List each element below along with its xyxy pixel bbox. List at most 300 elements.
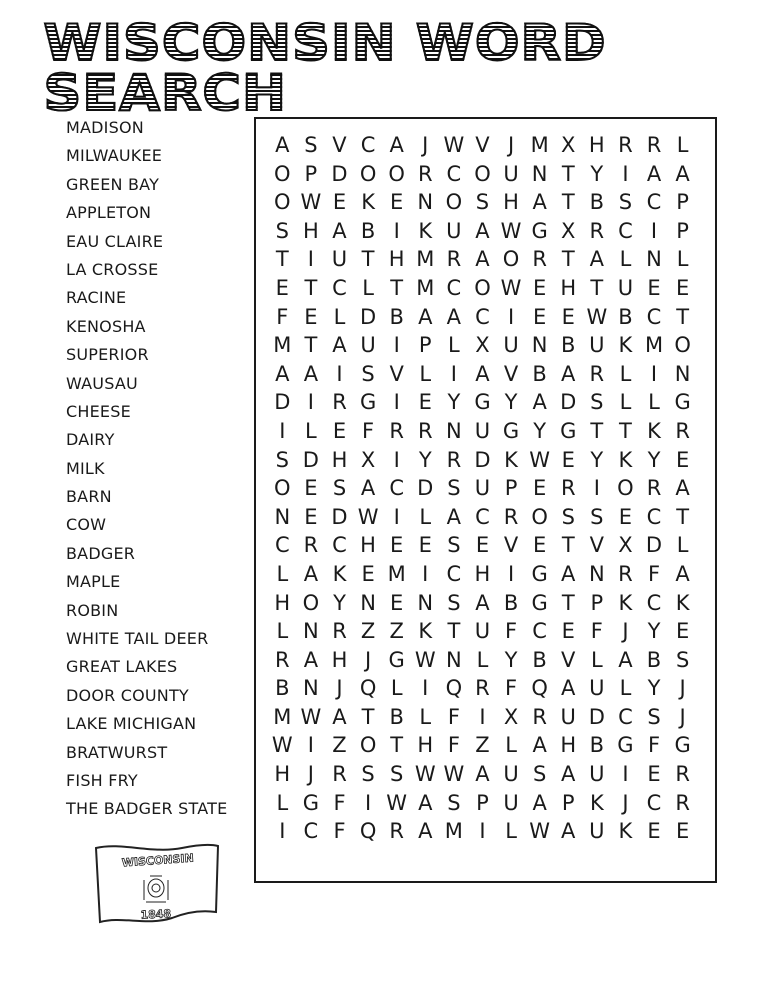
grid-letter: T <box>619 418 632 443</box>
grid-letter: R <box>332 390 347 415</box>
word-list-item: ROBIN <box>66 600 119 620</box>
grid-letter: F <box>333 790 346 815</box>
grid-letter: A <box>418 304 433 329</box>
grid-letter: V <box>561 647 576 672</box>
grid-letter: H <box>503 190 519 215</box>
grid-letter: C <box>360 133 376 157</box>
grid-letter: G <box>674 733 691 758</box>
grid-letter: O <box>302 590 320 615</box>
title-text: WISCONSIN WORD SEARCH <box>44 18 737 118</box>
grid-letter: V <box>589 533 605 558</box>
grid-letter: U <box>503 790 519 815</box>
grid-letter: K <box>589 790 604 815</box>
grid-letter: T <box>561 190 575 215</box>
grid-letter: U <box>503 333 519 358</box>
grid-letter: U <box>560 704 576 729</box>
grid-letter: B <box>389 704 404 729</box>
grid-letter: O <box>359 161 377 186</box>
flag-state-name: WISCONSIN <box>121 851 195 870</box>
grid-letter: E <box>561 619 575 644</box>
grid-letter: Y <box>590 447 604 472</box>
grid-letter: T <box>361 247 375 272</box>
grid-letter: S <box>447 533 461 558</box>
grid-letter: D <box>331 504 348 529</box>
grid-letter: L <box>362 275 374 300</box>
grid-letter: R <box>332 619 347 644</box>
grid-letter: K <box>504 447 518 472</box>
grid-letter: H <box>302 218 319 243</box>
grid-letter: K <box>647 418 661 443</box>
grid-letter: J <box>307 762 314 787</box>
grid-letter: C <box>532 619 547 644</box>
grid-letter: D <box>645 533 663 558</box>
grid-letter: W <box>300 704 322 729</box>
grid-letter: C <box>446 561 462 586</box>
grid-letter: O <box>617 476 634 501</box>
grid-letter: C <box>646 190 662 215</box>
grid-letter: A <box>389 133 404 157</box>
grid-letter: H <box>274 590 291 615</box>
grid-letter: L <box>619 676 632 701</box>
grid-letter: Y <box>647 619 661 644</box>
grid-letter: R <box>446 247 462 272</box>
grid-letter: S <box>590 504 604 529</box>
word-list-item: GREEN BAY <box>66 174 160 194</box>
grid-letter: C <box>446 161 462 186</box>
grid-letter: L <box>419 504 432 529</box>
grid-letter: H <box>331 447 348 472</box>
word-list-item: WHITE TAIL DEER <box>66 629 209 649</box>
grid-letter: E <box>561 304 575 329</box>
grid-letter: I <box>393 333 400 358</box>
grid-letter: E <box>361 561 375 586</box>
grid-letter: R <box>646 476 662 501</box>
grid-letter: M <box>444 819 463 844</box>
word-list-item: LA CROSSE <box>66 259 159 279</box>
grid-letter: S <box>390 762 404 787</box>
word-list-item: MADISON <box>66 118 144 137</box>
grid-letter: G <box>359 390 377 415</box>
grid-letter: K <box>618 590 633 615</box>
grid-letter: N <box>274 504 291 529</box>
grid-letter: N <box>446 647 462 672</box>
grid-letter: O <box>674 333 691 358</box>
grid-letter: M <box>273 333 292 358</box>
grid-letter: U <box>474 476 491 501</box>
grid-letter: T <box>390 733 404 758</box>
word-list-item: CHEESE <box>66 401 131 421</box>
grid-letter: B <box>275 676 290 701</box>
grid-letter: Y <box>418 447 432 472</box>
grid-letter: S <box>361 361 375 386</box>
grid-letter: A <box>303 561 319 586</box>
grid-letter: J <box>364 647 372 672</box>
grid-letter: Q <box>531 676 548 701</box>
grid-letter: U <box>589 819 605 844</box>
grid-letter: N <box>303 676 319 701</box>
grid-letter: M <box>387 561 406 586</box>
word-list-item: COW <box>66 515 107 535</box>
grid-letter: C <box>446 275 462 300</box>
grid-letter: E <box>647 762 661 787</box>
grid-letter: A <box>646 161 662 186</box>
grid-letter: A <box>475 247 490 272</box>
grid-letter: R <box>389 418 404 443</box>
grid-letter: A <box>532 790 547 815</box>
grid-letter: X <box>561 133 576 157</box>
grid-letter: E <box>675 275 690 300</box>
grid-letter: D <box>274 390 291 415</box>
grid-letter: U <box>503 762 519 787</box>
grid-letter: H <box>588 133 605 157</box>
grid-letter: B <box>532 647 547 672</box>
grid-letter: E <box>332 190 347 215</box>
grid-letter: W <box>500 218 522 243</box>
grid-letter: H <box>560 733 577 758</box>
grid-letter: G <box>302 790 320 815</box>
grid-letter: I <box>622 161 629 186</box>
grid-letter: K <box>418 619 433 644</box>
grid-letter: E <box>390 590 404 615</box>
grid-letter: M <box>416 275 435 300</box>
grid-letter: G <box>531 561 548 586</box>
grid-letter: U <box>360 333 376 358</box>
grid-letter: R <box>446 447 462 472</box>
grid-letter: G <box>617 733 634 758</box>
grid-letter: L <box>419 361 432 386</box>
grid-letter: F <box>447 733 460 758</box>
grid-letter: Z <box>475 733 490 758</box>
grid-letter: X <box>360 447 376 472</box>
grid-letter: T <box>390 275 404 300</box>
grid-letter: S <box>590 390 604 415</box>
grid-letter: P <box>590 590 604 615</box>
grid-letter: K <box>618 333 633 358</box>
grid-letter: A <box>589 247 605 272</box>
grid-letter: A <box>561 762 576 787</box>
grid-letter: F <box>276 304 289 329</box>
grid-letter: G <box>474 390 491 415</box>
word-list-item: BARN <box>66 487 112 507</box>
grid-letter: N <box>417 590 434 615</box>
grid-letter: E <box>675 447 690 472</box>
grid-letter: I <box>622 762 629 787</box>
grid-letter: N <box>588 561 605 586</box>
word-list-item: MILK <box>66 458 105 478</box>
flag-year: 1848 <box>140 907 172 922</box>
grid-letter: T <box>561 161 575 186</box>
grid-letter: T <box>590 418 604 443</box>
grid-letter: W <box>529 819 551 844</box>
grid-letter: Y <box>590 161 604 186</box>
grid-letter: A <box>418 790 433 815</box>
grid-letter: B <box>618 304 633 329</box>
grid-letter: L <box>333 304 346 329</box>
grid-letter: R <box>675 790 690 815</box>
grid-letter: I <box>650 361 658 386</box>
grid-letter: A <box>675 561 690 586</box>
grid-letter: L <box>505 733 517 758</box>
grid-letter: A <box>303 361 319 386</box>
grid-letter: A <box>475 218 490 243</box>
grid-letter: N <box>417 190 434 215</box>
grid-letter: Y <box>504 390 518 415</box>
grid-letter: K <box>675 590 690 615</box>
grid-letter: L <box>676 533 689 558</box>
grid-letter: O <box>445 190 463 215</box>
grid-letter: B <box>503 590 519 615</box>
grid-letter: E <box>304 304 318 329</box>
word-list <box>66 116 227 826</box>
word-list-item: FISH FRY <box>66 770 138 790</box>
grid-letter: Q <box>359 676 377 701</box>
grid-letter: C <box>646 590 662 615</box>
grid-letter: P <box>304 161 318 186</box>
grid-letter: X <box>503 704 519 729</box>
grid-letter: I <box>593 476 600 501</box>
grid-letter: R <box>332 762 347 787</box>
grid-letter: J <box>679 704 686 729</box>
word-list-item: GREAT LAKES <box>66 657 178 677</box>
word-list-item: RACINE <box>66 288 127 308</box>
grid-letter: N <box>531 161 548 186</box>
grid-letter: S <box>475 190 490 215</box>
grid-letter: T <box>676 304 690 329</box>
grid-letter: K <box>332 561 347 586</box>
grid-letter: Y <box>647 447 661 472</box>
grid-letter: B <box>589 733 605 758</box>
grid-letter: D <box>560 390 577 415</box>
grid-letter: E <box>647 275 661 300</box>
grid-letter: A <box>561 561 576 586</box>
grid-letter: P <box>418 333 432 358</box>
grid-letter: H <box>474 561 491 586</box>
grid-letter: P <box>676 218 689 243</box>
grid-letter: Y <box>504 647 518 672</box>
grid-letter: V <box>332 133 347 157</box>
grid-letter: R <box>389 819 404 844</box>
grid-letter: R <box>417 418 433 443</box>
word-list-item: EAU CLAIRE <box>66 231 164 251</box>
grid-letter: M <box>416 247 435 272</box>
word-list-item: MAPLE <box>66 572 121 592</box>
grid-letter: R <box>303 533 319 558</box>
grid-letter: C <box>332 275 347 300</box>
grid-letter: O <box>474 275 491 300</box>
grid-letter: Q <box>359 819 377 844</box>
grid-letter: P <box>504 476 518 501</box>
grid-letter: R <box>646 133 662 157</box>
grid-letter: D <box>588 704 605 729</box>
grid-letter: G <box>560 418 577 443</box>
grid-letter: X <box>475 333 490 358</box>
grid-letter: I <box>336 361 343 386</box>
grid-letter: D <box>474 447 491 472</box>
grid-letter: V <box>503 361 519 386</box>
grid-letter: R <box>618 133 633 157</box>
grid-letter: E <box>675 819 690 844</box>
grid-letter: R <box>618 561 633 586</box>
grid-letter: A <box>446 504 462 529</box>
grid-letter: S <box>304 133 318 157</box>
grid-letter: R <box>675 762 690 787</box>
word-list-item: MILWAUKEE <box>66 146 163 166</box>
grid-letter: N <box>360 590 376 615</box>
grid-letter: T <box>561 533 575 558</box>
word-list-item: LAKE MICHIGAN <box>66 714 197 734</box>
grid-letter: G <box>531 218 548 243</box>
grid-letter: L <box>276 619 289 644</box>
grid-letter: A <box>332 333 347 358</box>
grid-letter: O <box>531 504 548 529</box>
grid-letter: F <box>505 676 518 701</box>
grid-letter: C <box>646 304 662 329</box>
grid-letter: E <box>475 533 490 558</box>
grid-letter: W <box>529 447 551 472</box>
grid-letter: L <box>276 561 289 586</box>
grid-letter: E <box>418 533 432 558</box>
grid-letter: O <box>388 161 405 186</box>
grid-letter: A <box>360 476 376 501</box>
grid-letter: E <box>618 504 633 529</box>
grid-letter: E <box>533 476 547 501</box>
grid-letter: W <box>500 275 522 300</box>
grid-letter: H <box>388 247 405 272</box>
grid-letter: F <box>362 418 375 443</box>
grid-letter: Z <box>360 619 376 644</box>
grid-letter: S <box>618 190 633 215</box>
grid-letter: S <box>275 218 289 243</box>
grid-letter: E <box>647 819 661 844</box>
grid-letter: G <box>531 590 548 615</box>
grid-letter: C <box>303 819 319 844</box>
wisconsin-flag-icon <box>92 840 222 930</box>
grid-letter: E <box>304 504 318 529</box>
grid-letter: G <box>502 418 520 443</box>
grid-letter: I <box>450 361 457 386</box>
grid-letter: I <box>393 218 400 243</box>
grid-letter: J <box>622 619 629 644</box>
word-search-grid <box>268 131 697 846</box>
grid-letter: X <box>561 218 576 243</box>
word-list-item: APPLETON <box>66 203 152 223</box>
grid-letter: N <box>674 361 691 386</box>
grid-letter: L <box>390 676 403 701</box>
grid-letter: J <box>622 790 629 815</box>
grid-letter: G <box>388 647 405 672</box>
grid-letter: L <box>648 390 660 415</box>
grid-letter: D <box>417 476 434 501</box>
grid-letter: A <box>446 304 462 329</box>
grid-letter: V <box>503 533 519 558</box>
grid-letter: F <box>505 619 518 644</box>
grid-letter: A <box>532 390 547 415</box>
grid-letter: I <box>422 561 429 586</box>
grid-letter: I <box>479 819 486 844</box>
grid-letter: A <box>303 647 319 672</box>
grid-letter: C <box>475 304 490 329</box>
grid-letter: L <box>676 247 689 272</box>
grid-letter: L <box>419 704 432 729</box>
grid-letter: R <box>417 161 433 186</box>
grid-letter: L <box>619 361 632 386</box>
grid-letter: A <box>618 647 633 672</box>
grid-letter: W <box>414 762 436 787</box>
grid-letter: V <box>475 133 490 157</box>
grid-letter: L <box>305 418 317 443</box>
grid-letter: N <box>446 418 462 443</box>
grid-letter: T <box>447 619 461 644</box>
grid-letter: O <box>502 247 520 272</box>
grid-letter: I <box>393 390 400 415</box>
grid-letter: C <box>389 476 404 501</box>
grid-letter: Q <box>445 676 463 701</box>
grid-letter: O <box>474 161 491 186</box>
grid-letter: I <box>393 447 400 472</box>
grid-letter: B <box>646 647 662 672</box>
grid-letter: C <box>618 218 633 243</box>
grid-letter: A <box>332 218 347 243</box>
grid-letter: N <box>646 247 662 272</box>
grid-letter: K <box>418 218 433 243</box>
grid-letter: R <box>532 704 547 729</box>
grid-letter: T <box>275 247 289 272</box>
grid-letter: A <box>475 762 490 787</box>
grid-letter: Y <box>533 418 547 443</box>
grid-letter: N <box>303 619 319 644</box>
word-list-item: DOOR COUNTY <box>66 685 189 705</box>
grid-letter: S <box>532 762 547 787</box>
word-list-item: WAUSAU <box>66 373 138 393</box>
grid-letter: U <box>474 418 491 443</box>
grid-letter: H <box>331 647 348 672</box>
grid-letter: O <box>274 190 291 215</box>
grid-letter: L <box>590 647 603 672</box>
grid-letter: S <box>361 762 375 787</box>
grid-letter: I <box>279 418 286 443</box>
grid-letter: M <box>644 333 664 358</box>
grid-letter: A <box>675 476 690 501</box>
grid-letter: S <box>447 476 461 501</box>
grid-letter: S <box>561 504 575 529</box>
grid-letter: R <box>275 647 290 672</box>
grid-letter: T <box>304 275 318 300</box>
grid-letter: K <box>361 190 375 215</box>
grid-letter: H <box>360 533 376 558</box>
grid-letter: I <box>307 733 314 758</box>
grid-letter: A <box>532 733 547 758</box>
grid-letter: O <box>274 161 291 186</box>
word-list-item: DAIRY <box>66 430 115 450</box>
grid-letter: R <box>532 247 547 272</box>
grid-letter: L <box>619 247 632 272</box>
grid-letter: F <box>333 819 346 844</box>
grid-letter: E <box>533 533 547 558</box>
grid-letter: A <box>418 819 433 844</box>
grid-letter: D <box>302 447 319 472</box>
grid-letter: D <box>359 304 377 329</box>
grid-letter: A <box>561 361 576 386</box>
grid-letter: K <box>618 819 633 844</box>
grid-letter: I <box>307 390 314 415</box>
grid-letter: I <box>507 561 515 586</box>
grid-letter: I <box>279 819 286 844</box>
grid-letter: G <box>674 390 691 415</box>
grid-letter: A <box>475 590 490 615</box>
grid-letter: V <box>389 361 404 386</box>
grid-letter: R <box>560 476 576 501</box>
grid-letter: M <box>530 133 549 157</box>
